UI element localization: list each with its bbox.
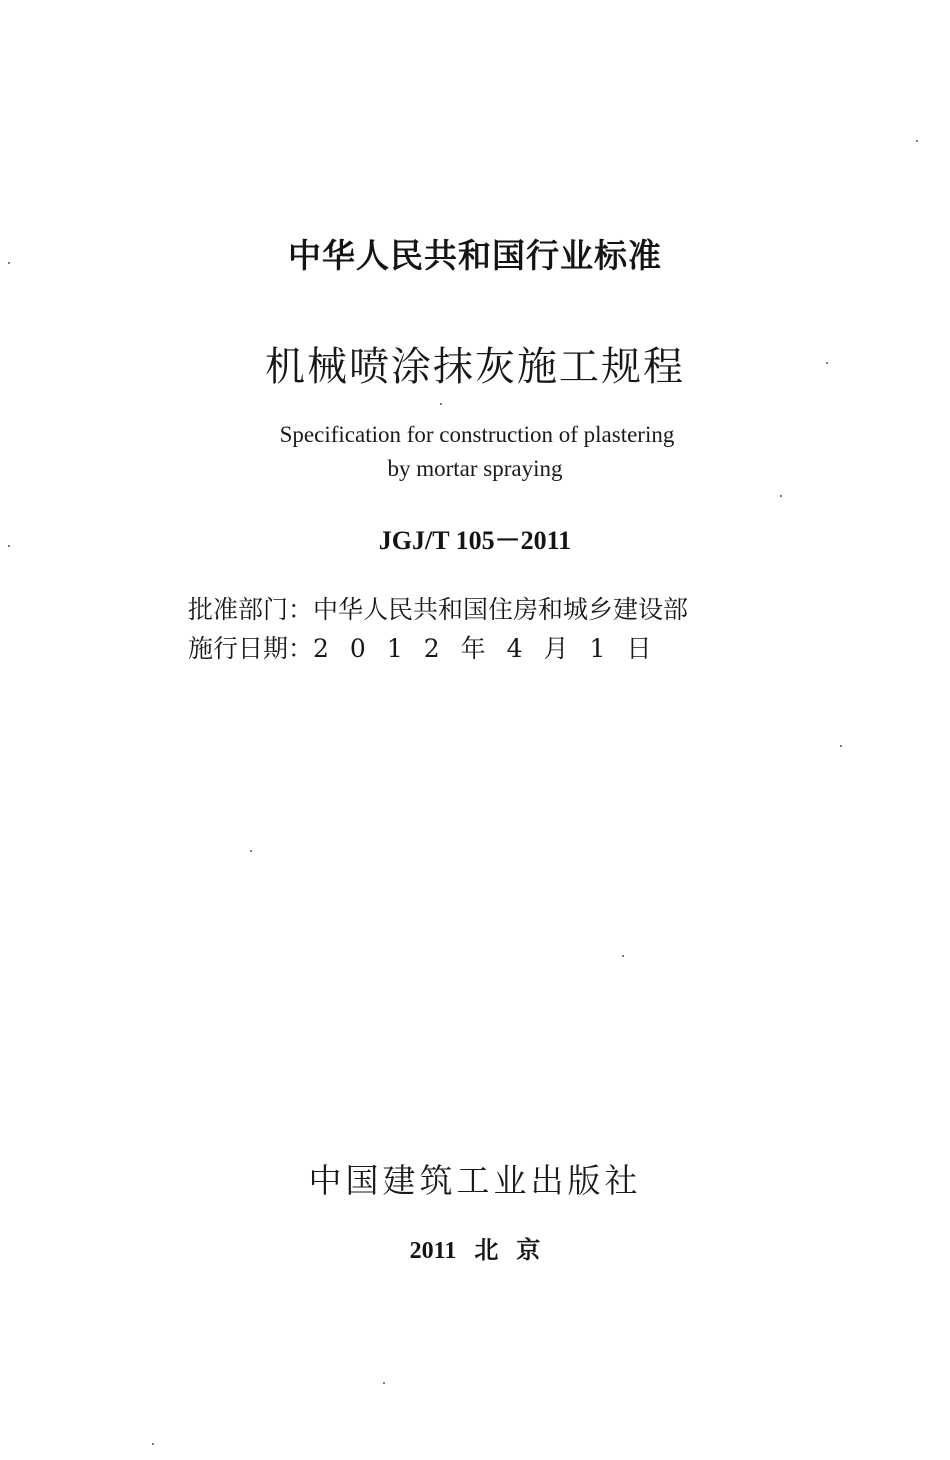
scan-speck (8, 262, 10, 264)
scan-speck (383, 1382, 385, 1384)
scan-speck (622, 955, 624, 957)
standard-code: JGJ/T 105－2011 (378, 526, 572, 555)
approval-department-value: 中华人民共和国住房和城乡建设部 (313, 595, 689, 624)
chinese-title: 机械喷涂抹灰施工规程 (265, 344, 685, 390)
english-title-line-2: by mortar spraying (387, 456, 563, 481)
scan-speck (8, 545, 10, 547)
scan-speck (916, 140, 918, 142)
effective-date-value: 2012年4月1日 (313, 634, 673, 663)
publisher-name: 中国建筑工业出版社 (308, 1161, 642, 1200)
approval-department-row (188, 590, 688, 626)
scan-speck (780, 495, 782, 497)
effective-date-label: 施行日期： (188, 634, 314, 663)
scan-speck (840, 745, 842, 747)
scan-speck (250, 850, 252, 852)
scan-speck (152, 1443, 154, 1445)
approval-department-label: 批准部门： (188, 595, 314, 624)
scan-speck (826, 362, 828, 364)
english-title-line-1: Specification for construction of plastering (279, 422, 675, 447)
publication-year-place: 2011 北 京 (409, 1238, 541, 1264)
scan-speck (440, 403, 442, 405)
standard-category-heading: 中华人民共和国行业标准 (288, 236, 662, 275)
effective-date-row (188, 629, 672, 665)
